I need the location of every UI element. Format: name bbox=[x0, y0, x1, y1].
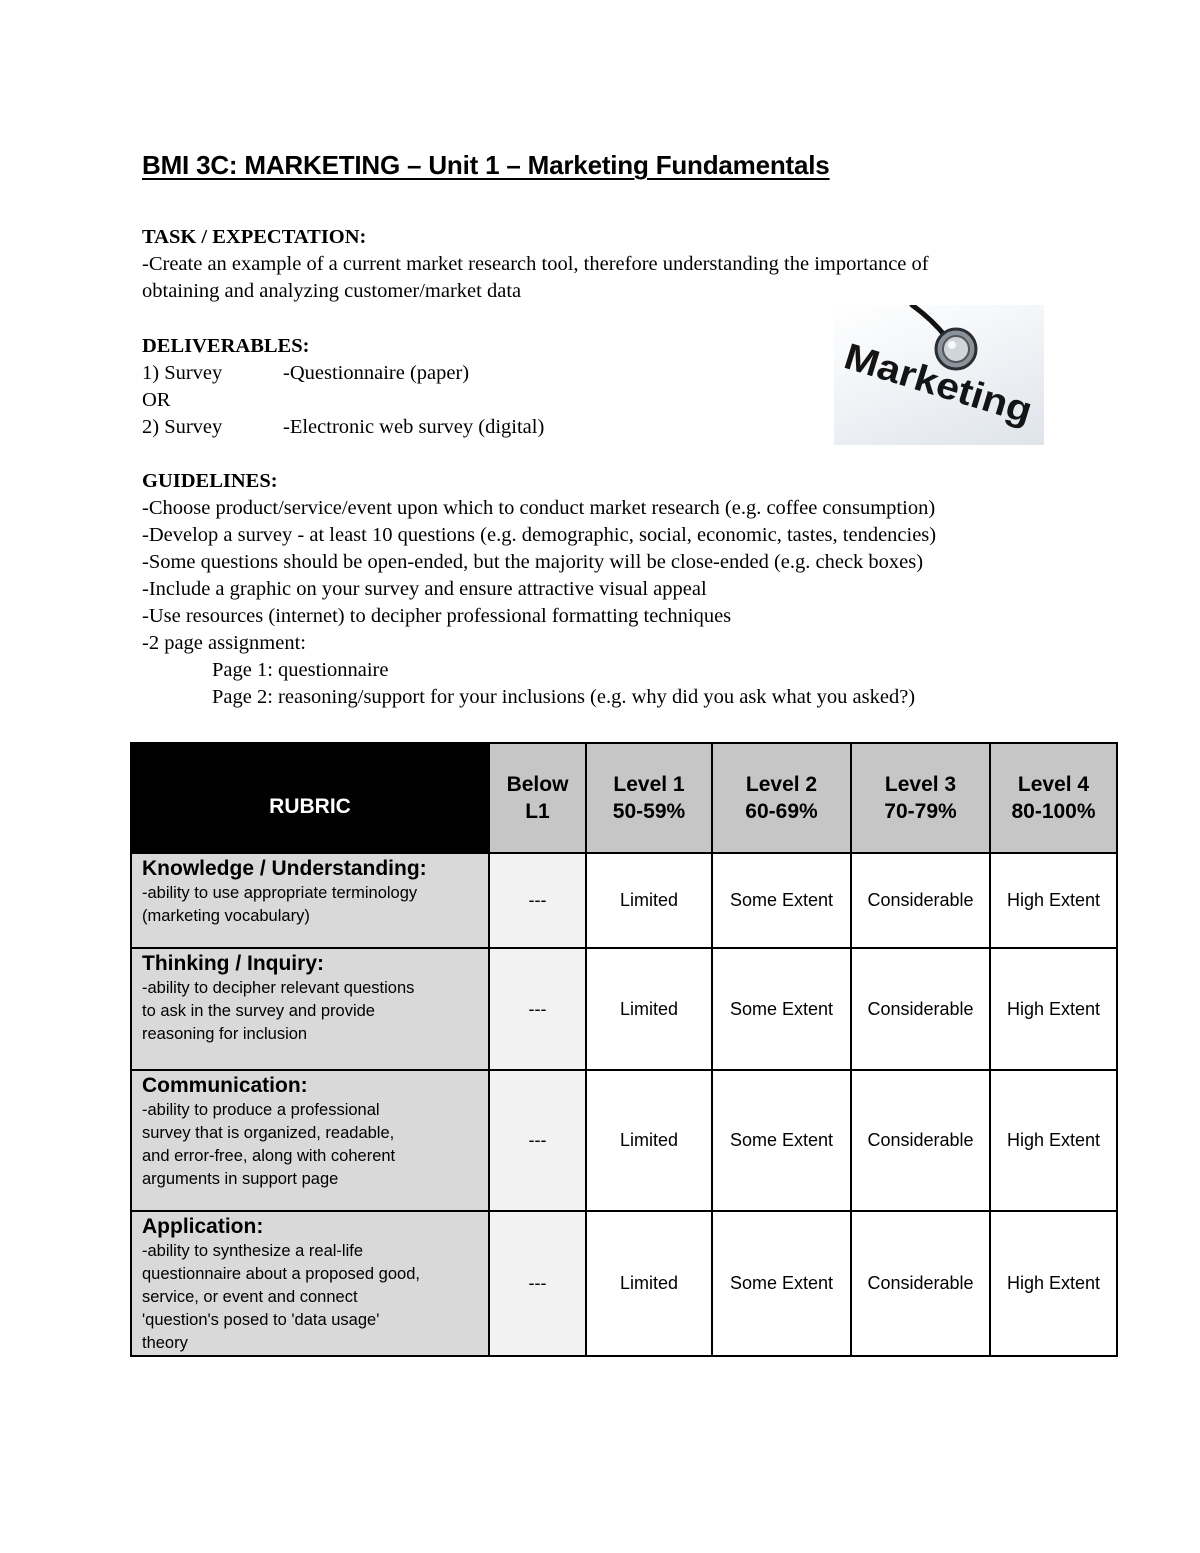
cell-below-l1: --- bbox=[489, 853, 586, 948]
header-level-3 bbox=[851, 743, 990, 853]
rubric-row-knowledge bbox=[131, 853, 1117, 948]
cell-level-1: Limited bbox=[586, 948, 712, 1070]
cell-level-3: Considerable bbox=[851, 1070, 990, 1211]
deliverable-1-desc: -Questionnaire (paper) bbox=[283, 362, 470, 384]
criterion-desc: -ability to use appropriate terminology bbox=[142, 884, 418, 902]
criterion-desc: service, or event and connect bbox=[142, 1288, 358, 1306]
criterion-title: Thinking / Inquiry: bbox=[142, 952, 324, 975]
guideline-page-2: Page 2: reasoning/support for your inclusions (e.g. why did you ask what you asked?) bbox=[212, 686, 916, 708]
cell-level-1: Limited bbox=[586, 1070, 712, 1211]
rubric-table bbox=[130, 742, 1118, 1357]
header-level-3-range: 70-79% bbox=[884, 800, 957, 823]
header-below-line1: Below bbox=[506, 773, 569, 796]
guideline-line-5: -Use resources (internet) to decipher professional formatting techniques bbox=[142, 605, 732, 627]
cell-level-3: Considerable bbox=[851, 948, 990, 1070]
cell-level-3: Considerable bbox=[851, 1211, 990, 1356]
criterion-title: Communication: bbox=[142, 1074, 308, 1097]
criterion-desc: -ability to produce a professional bbox=[142, 1101, 380, 1119]
task-line-2: obtaining and analyzing customer/market data bbox=[142, 280, 522, 302]
criterion-desc: theory bbox=[142, 1334, 188, 1352]
criterion-desc: questionnaire about a proposed good, bbox=[142, 1265, 420, 1283]
header-level-3-name: Level 3 bbox=[884, 773, 957, 796]
criterion-desc: reasoning for inclusion bbox=[142, 1025, 308, 1043]
guidelines-section bbox=[142, 468, 936, 711]
deliverables-section bbox=[142, 333, 544, 441]
criterion-title: Application: bbox=[142, 1215, 264, 1238]
page-title: BMI 3C: MARKETING – Unit 1 – Marketing Fundamentals bbox=[142, 150, 830, 180]
cell-level-1: Limited bbox=[586, 1211, 712, 1356]
header-level-1 bbox=[586, 743, 712, 853]
cell-level-2: Some Extent bbox=[712, 948, 851, 1070]
marketing-image-text: Marketing bbox=[839, 335, 1019, 426]
criterion-desc: (marketing vocabulary) bbox=[142, 907, 310, 925]
guideline-line-1: -Choose product/service/event upon which to conduct market research (e.g. coffee consumption) bbox=[142, 497, 936, 519]
cell-level-1: Limited bbox=[586, 853, 712, 948]
cell-level-2: Some Extent bbox=[712, 1211, 851, 1356]
cell-level-3: Considerable bbox=[851, 853, 990, 948]
cell-level-4: High Extent bbox=[990, 948, 1117, 1070]
header-below-l1 bbox=[489, 743, 586, 853]
header-level-2 bbox=[712, 743, 851, 853]
header-level-4 bbox=[990, 743, 1117, 853]
criterion-desc: -ability to decipher relevant questions bbox=[142, 979, 415, 997]
criterion-knowledge bbox=[131, 853, 489, 948]
criterion-title: Knowledge / Understanding: bbox=[142, 857, 427, 880]
criterion-desc: to ask in the survey and provide bbox=[142, 1002, 375, 1020]
rubric-row-thinking bbox=[131, 948, 1117, 1070]
deliverable-2-desc: -Electronic web survey (digital) bbox=[283, 416, 545, 438]
cell-below-l1: --- bbox=[489, 1211, 586, 1356]
criterion-desc: survey that is organized, readable, bbox=[142, 1124, 395, 1142]
guideline-page-1: Page 1: questionnaire bbox=[212, 659, 389, 681]
cell-below-l1: --- bbox=[489, 1070, 586, 1211]
rubric-header-label: RUBRIC bbox=[131, 743, 489, 853]
cell-below-l1: --- bbox=[489, 948, 586, 1070]
criterion-desc: -ability to synthesize a real-life bbox=[142, 1242, 364, 1260]
deliverable-2-label: 2) Survey bbox=[142, 416, 223, 438]
deliverables-heading: DELIVERABLES: bbox=[142, 335, 310, 357]
task-heading: TASK / EXPECTATION: bbox=[142, 226, 367, 248]
cell-level-4: High Extent bbox=[990, 1211, 1117, 1356]
marketing-image bbox=[834, 305, 1044, 445]
criterion-application bbox=[131, 1211, 489, 1356]
header-level-4-name: Level 4 bbox=[1017, 773, 1090, 796]
criterion-thinking bbox=[131, 948, 489, 1070]
guideline-line-4: -Include a graphic on your survey and ensure attractive visual appeal bbox=[142, 578, 707, 600]
deliverable-1 bbox=[142, 360, 544, 387]
header-below-line2: L1 bbox=[525, 800, 550, 823]
cell-level-2: Some Extent bbox=[712, 1070, 851, 1211]
rubric-header-row bbox=[131, 743, 1117, 853]
header-level-2-range: 60-69% bbox=[745, 800, 818, 823]
header-level-2-name: Level 2 bbox=[745, 773, 818, 796]
criterion-communication bbox=[131, 1070, 489, 1211]
deliverable-1-label: 1) Survey bbox=[142, 362, 223, 384]
rubric-row-communication bbox=[131, 1070, 1117, 1211]
task-section bbox=[142, 224, 929, 305]
criterion-desc: and error-free, along with coherent bbox=[142, 1147, 396, 1165]
task-line-1: -Create an example of a current market research tool, therefore understanding the importance of bbox=[142, 253, 929, 275]
guideline-line-2: -Develop a survey - at least 10 questions (e.g. demographic, social, economic, tastes, tendencies) bbox=[142, 524, 937, 546]
criterion-desc: arguments in support page bbox=[142, 1170, 339, 1188]
guideline-line-3: -Some questions should be open-ended, but the majority will be close-ended (e.g. check boxes) bbox=[142, 551, 924, 573]
cell-level-4: High Extent bbox=[990, 853, 1117, 948]
header-level-1-name: Level 1 bbox=[613, 773, 685, 796]
header-level-1-range: 50-59% bbox=[612, 800, 686, 823]
cell-level-4: High Extent bbox=[990, 1070, 1117, 1211]
criterion-desc: 'question's posed to 'data usage' bbox=[142, 1311, 380, 1329]
deliverable-2 bbox=[142, 414, 544, 441]
rubric-row-application bbox=[131, 1211, 1117, 1356]
deliverables-or: OR bbox=[142, 389, 171, 411]
guideline-line-6: -2 page assignment: bbox=[142, 632, 306, 654]
cell-level-2: Some Extent bbox=[712, 853, 851, 948]
guidelines-heading: GUIDELINES: bbox=[142, 470, 278, 492]
header-level-4-range: 80-100% bbox=[1011, 800, 1096, 823]
